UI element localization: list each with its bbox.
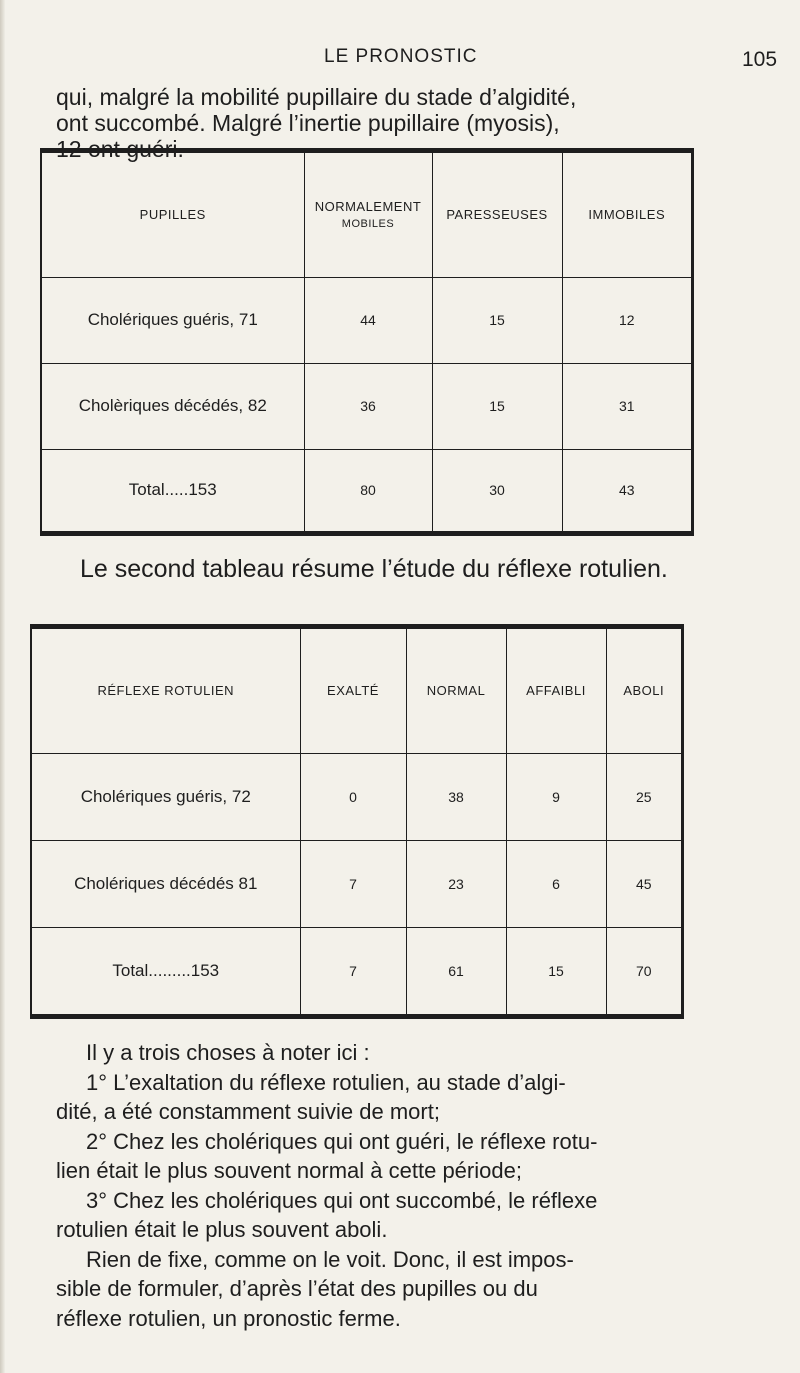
table-row — [42, 277, 691, 363]
intro-line: 12 ont guéri. — [56, 136, 184, 162]
table-cell: 25 — [606, 753, 681, 840]
row-label: Cholériques guéris, 71 — [42, 277, 304, 363]
pupils-table — [40, 148, 694, 536]
column-header-normal: NORMAL — [406, 629, 506, 753]
table-row — [42, 363, 691, 449]
column-header-aboli: ABOLI — [606, 629, 681, 753]
table-cell: 0 — [300, 753, 406, 840]
table-cell: 38 — [406, 753, 506, 840]
row-label: Cholèriques décédés, 82 — [42, 363, 304, 449]
column-header-normalement-mobiles — [304, 153, 432, 277]
running-title: LE PRONOSTIC — [324, 46, 478, 67]
conclusion-line: dité, a été constamment suivie de mort; — [56, 1099, 440, 1124]
table-row — [32, 840, 681, 927]
table-row-total — [42, 449, 691, 531]
table-cell: 7 — [300, 927, 406, 1014]
table-cell: 45 — [606, 840, 681, 927]
column-header-exalte: EXALTÉ — [300, 629, 406, 753]
row-label: Total.....153 — [42, 449, 304, 531]
column-header-immobiles: IMMOBILES — [562, 153, 691, 277]
table-cell: 44 — [304, 277, 432, 363]
column-header-mobiles: MOBILES — [341, 218, 395, 231]
conclusion-line: Rien de fixe, comme on le voit. Donc, il est impos- — [86, 1246, 574, 1272]
page-header — [0, 46, 800, 70]
column-header-normalement: NORMALEMENT — [314, 199, 422, 215]
conclusion-line: lien était le plus souvent normal à cette période; — [56, 1158, 522, 1183]
conclusion-line: réflexe rotulien, un pronostic ferme. — [56, 1305, 401, 1331]
table-cell: 15 — [432, 277, 562, 363]
conclusion-line: 2° Chez les cholériques qui ont guéri, le réflexe rotu- — [86, 1128, 598, 1154]
table-cell: 31 — [562, 363, 691, 449]
table-cell: 80 — [304, 449, 432, 531]
page-edge — [0, 0, 5, 1373]
column-header-pupilles: PUPILLES — [42, 153, 304, 277]
intro-line: qui, malgré la mobilité pupillaire du stade d’algidité, — [56, 84, 577, 110]
table-header-row — [32, 629, 681, 753]
row-label: Cholériques guéris, 72 — [32, 753, 300, 840]
conclusion-line: sible de formuler, d’après l’état des pupilles ou du — [56, 1276, 538, 1301]
conclusion-line: 1° L’exaltation du réflexe rotulien, au stade d’algi- — [86, 1069, 566, 1095]
summary-line: Le second tableau résume l’étude du réflexe rotulien. — [80, 555, 668, 583]
intro-line: ont succombé. Malgré l’inertie pupillaire (myosis), — [56, 110, 560, 136]
table-cell: 7 — [300, 840, 406, 927]
table-cell: 15 — [506, 927, 606, 1014]
row-label: Total.........153 — [32, 927, 300, 1014]
table-cell: 36 — [304, 363, 432, 449]
conclusion-paragraph — [56, 1038, 756, 1333]
table-cell: 23 — [406, 840, 506, 927]
conclusion-line: Il y a trois choses à noter ici : — [86, 1040, 370, 1065]
table-row-total — [32, 927, 681, 1014]
table-row — [32, 753, 681, 840]
table-header-row — [42, 153, 691, 277]
table-cell: 61 — [406, 927, 506, 1014]
table-cell: 43 — [618, 482, 635, 499]
column-header-affaibli: AFFAIBLI — [506, 629, 606, 753]
column-header-paresseuses: PARESSEUSES — [432, 153, 562, 277]
table-cell: 70 — [635, 962, 652, 979]
row-label: Cholériques décédés 81 — [32, 840, 300, 927]
table-cell: 15 — [432, 363, 562, 449]
page-number: 105 — [742, 48, 778, 71]
table-cell: 6 — [506, 840, 606, 927]
table-cell: 12 — [562, 277, 691, 363]
table-cell: 9 — [506, 753, 606, 840]
conclusion-line: rotulien était le plus souvent aboli. — [56, 1217, 388, 1242]
reflex-table — [30, 624, 684, 1019]
table-cell: 30 — [432, 449, 562, 531]
conclusion-line: 3° Chez les cholériques qui ont succombé, le réflexe — [86, 1187, 598, 1213]
column-header-reflexe-rotulien: RÉFLEXE ROTULIEN — [32, 629, 300, 753]
